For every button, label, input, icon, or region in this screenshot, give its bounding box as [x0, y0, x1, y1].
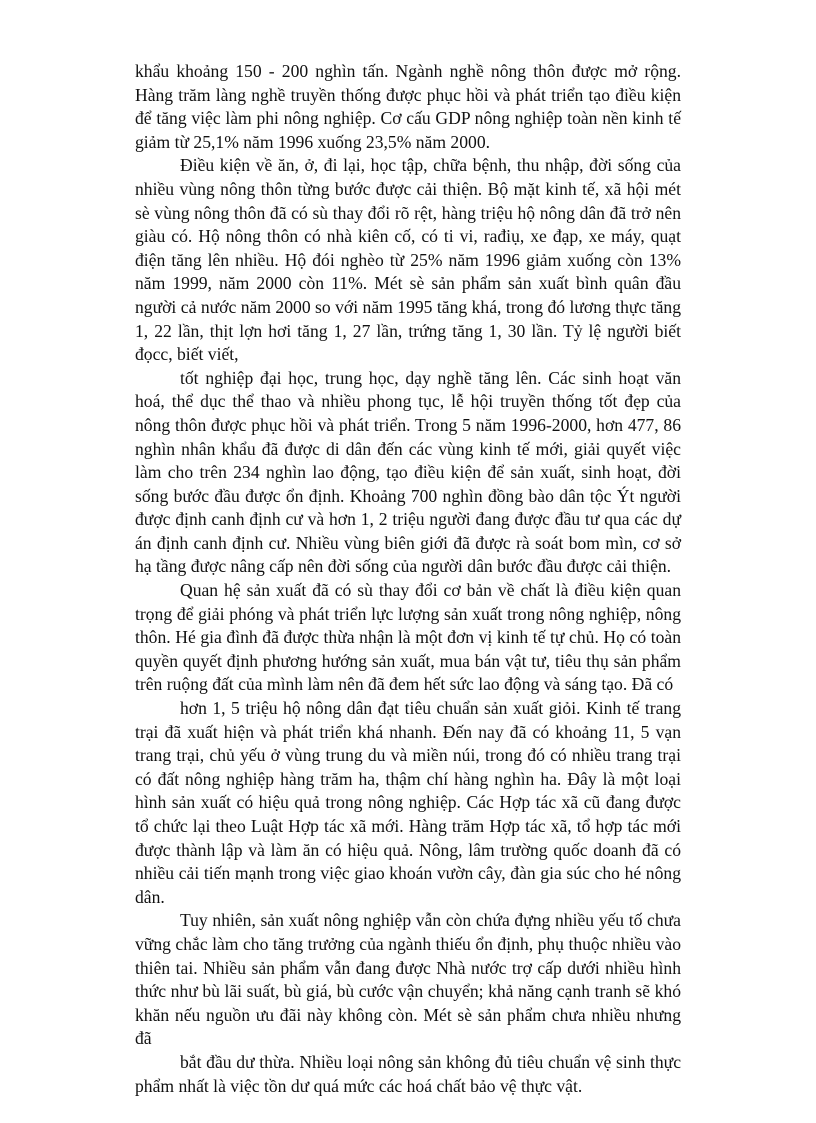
paragraph-6: Tuy nhiên, sản xuất nông nghiệp vẫn còn chứa đựng nhiều yếu tố chưa vững chắc làm cho tăng trưởng của ngành thiếu ổn định, phụ thuộc nhiều vào thiên tai. Nhiều sản phẩm vẫn đang được Nhà nước trợ cấp dưới nhiều hình thức như bù lãi suất, bù giá, bù cước vận chuyển; khả năng cạnh tranh sẽ khó khăn nếu nguồn ưu đãi này không còn. Mét sè sản phẩm chưa nhiều nhưng đã [135, 910, 681, 1049]
body-text [135, 60, 681, 1098]
paragraph-2: Điều kiện về ăn, ở, đi lại, học tập, chữa bệnh, thu nhập, đời sống của nhiều vùng nông thôn từng bước được cải thiện. Bộ mặt kinh tế, xã hội mét sè vùng nông thôn đã có sù thay đổi rõ rệt, hàng triệu hộ nông dân đã trở nên giàu có. Hộ nông thôn có nhà kiên cố, có ti vi, rađiụ, xe đạp, xe máy, quạt điện tăng lên nhiều. Hộ đói nghèo từ 25% năm 1996 giảm xuống còn 13% năm 1999, năm 2000 còn 11%. Mét sè sản phẩm sản xuất bình quân đầu người cả nước năm 2000 so với năm 1995 tăng khá, trong đó lương thực tăng 1, 22 lần, thịt lợn hơi tăng 1, 27 lần, trứng tăng 1, 30 lần. Tỷ lệ người biết đọcc, biết viết, [135, 155, 681, 365]
paragraph-7: bắt đầu dư thừa. Nhiều loại nông sản không đủ tiêu chuẩn vệ sinh thực phẩm nhất là việc tồn dư quá mức các hoá chất bảo vệ thực vật. [135, 1051, 681, 1096]
paragraph-4: Quan hệ sản xuất đã có sù thay đổi cơ bản về chất là điều kiện quan trọng để giải phóng và phát triển lực lượng sản xuất trong nông nghiệp, nông thôn. Hé gia đình đã được thừa nhận là một đơn vị kinh tế tự chủ. Họ có toàn quyền quyết định phương hướng sản xuất, mua bán vật tư, tiêu thụ sản phẩm trên ruộng đất của mình làm nên đã đem hết sức lao động và sáng tạo. Đã có [135, 580, 681, 695]
paragraph-3: tốt nghiệp đại học, trung học, dạy nghề tăng lên. Các sinh hoạt văn hoá, thể dục thể thao và nhiều phong tục, lễ hội truyền thống tốt đẹp của nông thôn được phục hồi và phát triển. Trong 5 năm 1996-2000, hơn 477, 86 nghìn nhân khẩu đã được di dân đến các vùng kinh tế mới, giải quyết việc làm cho trên 234 nghìn lao động, tạo điều kiện để sản xuất, sinh hoạt, đời sống bước đầu được ổn định. Khoảng 700 nghìn đồng bào dân tộc Ýt người được định canh định cư và hơn 1, 2 triệu người đang được đầu tư qua các dự án định canh định cư. Nhiều vùng biên giới đã được rà soát bom mìn, cơ sở hạ tầng được nâng cấp nên đời sống của người dân bước đầu được cải thiện. [135, 367, 681, 577]
paragraph-1: khẩu khoảng 150 - 200 nghìn tấn. Ngành nghề nông thôn được mở rộng. Hàng trăm làng nghề truyền thống được phục hồi và phát triển tạo điều kiện để tăng việc làm phi nông nghiệp. Cơ cấu GDP nông nghiệp toàn nền kinh tế giảm từ 25,1% năm 1996 xuống 23,5% năm 2000. [135, 61, 681, 152]
paragraph-5: hơn 1, 5 triệu hộ nông dân đạt tiêu chuẩn sản xuất giỏi. Kinh tế trang trại đã xuất hiện và phát triển khá nhanh. Đến nay đã có khoảng 11, 5 vạn trang trại, chủ yếu ở vùng trung du và miền núi, trong đó có nhiều trang trại có đất nông nghiệp hàng trăm ha, thậm chí hàng nghìn ha. Đây là một loại hình sản xuất có hiệu quả trong nông nghiệp. Các Hợp tác xã cũ đang được tổ chức lại theo Luật Hợp tác xã mới. Hàng trăm Hợp tác xã, tổ hợp tác mới được thành lập và làm ăn có hiệu quả. Nông, lâm trường quốc doanh đã có nhiều cải tiến mạnh trong việc giao khoán vườn cây, đàn gia súc cho hé nông dân. [135, 698, 681, 907]
